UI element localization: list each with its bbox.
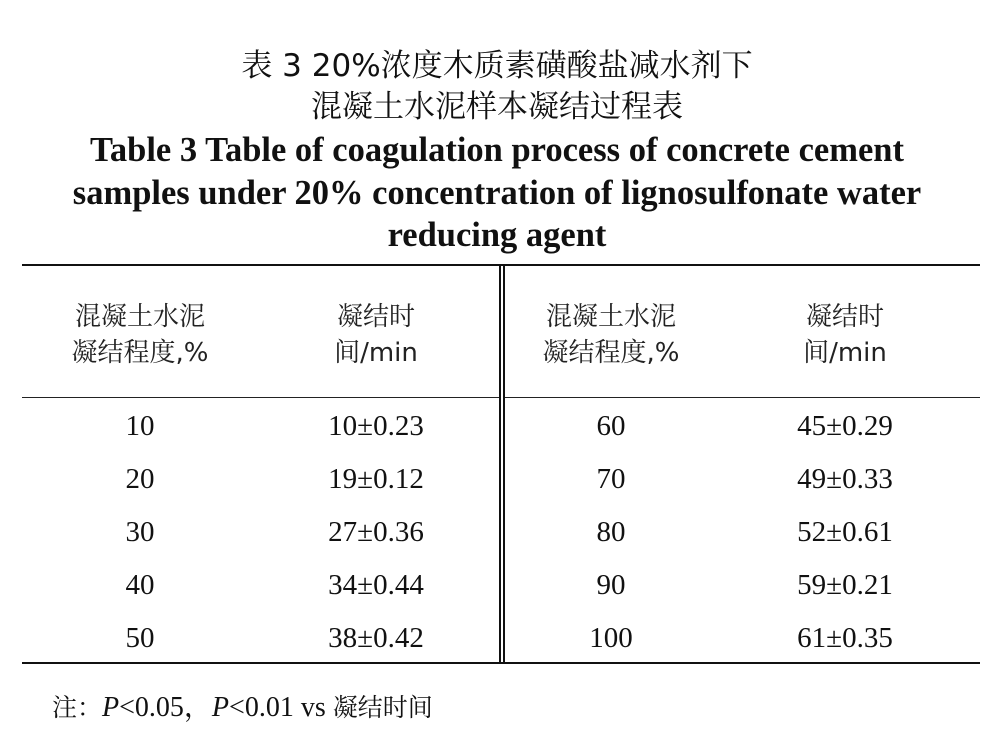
header-divider-right <box>505 397 980 398</box>
table-cell: 40 <box>125 569 155 601</box>
table-cell: 59±0.21 <box>797 569 893 601</box>
header-text: 凝结程度,% <box>542 338 680 368</box>
header-text: 凝结程度,% <box>71 338 209 368</box>
header-cell-degree-left <box>22 299 258 371</box>
header-divider-left <box>22 397 500 398</box>
header-text: 混凝土水泥 <box>74 302 205 332</box>
header-text: 凝结时 <box>805 302 884 332</box>
footnote-prefix: 注： <box>52 693 103 722</box>
table-cell: 80 <box>596 516 626 548</box>
table-title-zh-line1: 表 3 20%浓度木质素磺酸盐减水剂下 <box>241 48 753 84</box>
table-cell: 10 <box>125 410 155 442</box>
table-title-en-line1: Table 3 Table of coagulation process of concrete cement <box>90 131 904 169</box>
header-text: 混凝土水泥 <box>545 302 676 332</box>
header-text: 间/min <box>334 338 418 368</box>
footnote-part1: <0.05， <box>119 692 212 723</box>
footnote-part2: <0.01 vs <box>229 692 333 723</box>
table-cell: 34±0.44 <box>328 569 424 601</box>
table-cell: 52±0.61 <box>797 516 893 548</box>
header-cell-degree-right <box>493 299 729 371</box>
table-cell: 30 <box>125 516 155 548</box>
table-cell: 45±0.29 <box>797 410 893 442</box>
table-cell: 38±0.42 <box>328 622 424 654</box>
table-footnote <box>52 690 433 726</box>
header-cell-time-left <box>258 299 494 371</box>
table-title-en-line2: samples under 20% concentration of lignosulfonate water <box>72 174 922 212</box>
footnote-p-symbol: P <box>102 692 120 723</box>
table-cell: 20 <box>125 463 155 495</box>
table-cell: 70 <box>596 463 626 495</box>
header-text: 间/min <box>803 338 887 368</box>
table-cell: 50 <box>125 622 155 654</box>
header-cell-time-right <box>727 299 963 371</box>
table-cell: 60 <box>596 410 626 442</box>
table-cell: 61±0.35 <box>797 622 893 654</box>
table-cell: 100 <box>589 622 633 654</box>
table-cell: 10±0.23 <box>328 410 424 442</box>
table-cell: 90 <box>596 569 626 601</box>
table-title-en-line3: reducing agent <box>387 216 607 254</box>
header-text: 凝结时 <box>336 302 415 332</box>
footnote-p-symbol: P <box>211 692 230 723</box>
footnote-suffix: 凝结时间 <box>332 693 433 722</box>
table-title-zh-line2: 混凝土水泥样本凝结过程表 <box>311 89 683 125</box>
table-cell: 49±0.33 <box>797 463 893 495</box>
table-bottom-rule <box>22 662 980 664</box>
table-cell: 27±0.36 <box>328 516 424 548</box>
table-cell: 19±0.12 <box>328 463 424 495</box>
table-top-rule <box>22 264 980 266</box>
